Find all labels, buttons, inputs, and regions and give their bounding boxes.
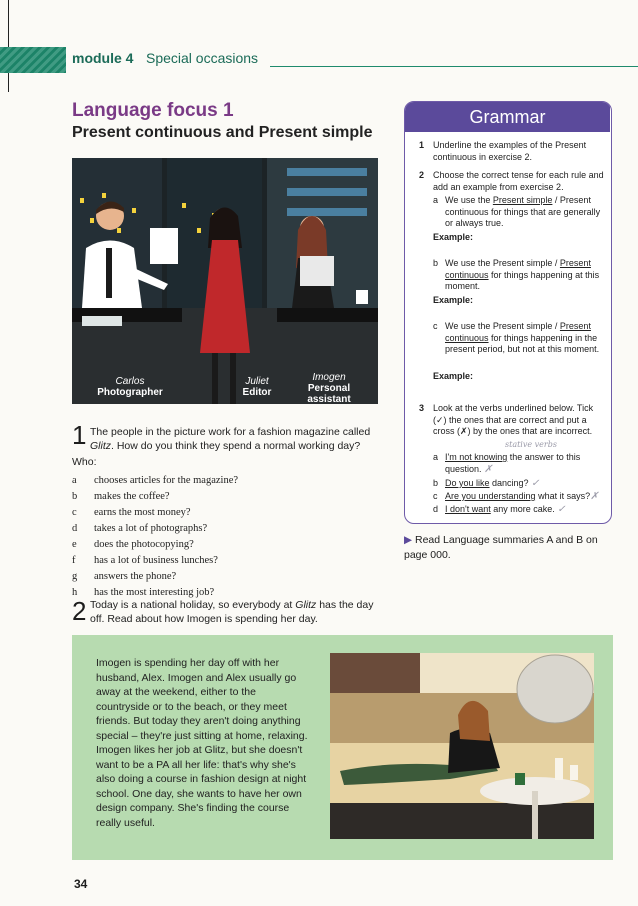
caption-imogen-role: Personal — [307, 383, 351, 394]
handwritten-note: stative verbs — [505, 440, 557, 449]
option-g — [72, 569, 176, 585]
option-letter: f — [72, 555, 76, 566]
rule-a-example — [433, 232, 473, 244]
rule-a — [445, 195, 605, 230]
module-stripe — [0, 47, 66, 73]
rule-post: for things that are generally or always true. — [445, 206, 601, 228]
margin-line — [8, 0, 9, 92]
reading-passage: Imogen is spending her day off with her husband, Alex. Imogen and Alex usually go away at the weekend, either to the countryside or to the beach, or they meet friends. But today they aren't doing anything special – they're just sitting at home, relaxing. Imogen likes her job at Glitz, but she doesn't want to be a PA all her life: that's why she's also doing a course in fashion design at night school. One day, she wants to have her own design company. She's finding the course really useful. — [96, 657, 308, 829]
caption-carlos — [90, 376, 170, 398]
exercise-1-prompt — [90, 425, 390, 453]
grammar-item-2-num: 2 — [419, 170, 425, 180]
option-letter: a — [72, 475, 77, 486]
sofa-illustration — [330, 653, 594, 839]
grammar-item-3-num: 3 — [419, 403, 425, 413]
example-label: Example: — [433, 371, 474, 381]
rule-choice-2: Present continuous — [445, 258, 591, 280]
rule-pre: We use the — [445, 195, 493, 205]
rule-choice-1: Present simple — [492, 258, 553, 268]
sentence-b-letter: b — [433, 478, 439, 488]
rule-post: for things happening at this moment. — [445, 269, 600, 291]
grammar-box — [404, 101, 612, 524]
option-text: does the photocopying? — [94, 539, 194, 550]
option-text: takes a lot of photographs? — [94, 523, 208, 534]
rule-pre: We use the — [445, 321, 493, 331]
example-label: Example: — [433, 295, 474, 305]
exercise-2-prompt-c: has the day off. Read about how Imogen is spending her day. — [90, 599, 374, 625]
header-rule — [270, 66, 638, 67]
office-illustration — [72, 158, 378, 404]
exercise-1-prompt-a: The people in the picture work for a fashion magazine called — [90, 426, 371, 438]
rule-post: for things happening in the present period, but not at this moment. — [445, 332, 600, 354]
cross-mark-icon: ✗ — [484, 463, 493, 475]
language-summary-text: Read Language summaries A and B on page 000. — [404, 534, 598, 561]
rule-b-example — [433, 295, 473, 307]
sentence-rest: dancing? — [489, 478, 529, 488]
sentence-verb: Do you like — [445, 478, 490, 488]
grammar-heading: Grammar — [405, 102, 610, 132]
sentence-b — [445, 478, 605, 490]
lesson-title: Language focus 1 — [72, 100, 234, 121]
option-letter: h — [72, 587, 78, 598]
grammar-item-2: Choose the correct tense for each rule and add an example from exercise 2. — [433, 170, 604, 192]
exercise-1-prompt-glitz: Glitz — [90, 440, 111, 452]
caption-juliet — [232, 376, 282, 398]
sentence-a-letter: a — [433, 452, 439, 462]
sentence-c — [445, 491, 612, 503]
rule-sep: / — [552, 258, 560, 268]
rule-choice-1: Present simple — [492, 321, 553, 331]
option-text: earns the most money? — [94, 507, 191, 518]
rule-pre: We use the — [445, 258, 493, 268]
option-c — [72, 505, 191, 521]
arrow-right-icon: ▶ — [404, 534, 413, 546]
sentence-verb: Are you understanding — [445, 491, 536, 501]
sentence-d-letter: d — [433, 504, 439, 514]
exercise-1-number: 1 — [72, 420, 87, 450]
option-f — [72, 553, 218, 569]
sentence-verb: I don't want — [445, 504, 491, 514]
rule-sep: / — [552, 195, 560, 205]
option-text: answers the phone? — [94, 571, 177, 582]
rule-choice-2: Present continuous — [445, 195, 591, 217]
page-number: 34 — [74, 877, 88, 891]
rule-c — [445, 321, 605, 356]
exercise-2-prompt-a: Today is a national holiday, so everybody at — [90, 599, 293, 611]
lesson-subtitle: Present continuous and Present simple — [72, 124, 373, 141]
sentence-verb: I'm not knowing — [445, 452, 508, 462]
option-text: makes the coffee? — [94, 491, 170, 502]
option-d — [72, 521, 207, 537]
caption-juliet-role: Editor — [242, 387, 272, 398]
rule-b — [445, 258, 605, 293]
exercise-1-prompt-c: . How do you think they spend a normal working day? — [111, 440, 361, 452]
rule-c-example — [433, 371, 473, 383]
rule-b-letter: b — [433, 258, 439, 268]
module-label: module 4 — [72, 50, 134, 66]
sentence-rest: what it says? — [535, 491, 591, 501]
rule-choice-2: Present continuous — [445, 321, 591, 343]
tick-mark-icon: ✓ — [557, 504, 566, 515]
option-letter: b — [72, 491, 78, 502]
option-a — [72, 473, 238, 489]
option-text: has the most interesting job? — [94, 587, 215, 598]
example-label: Example: — [433, 232, 474, 242]
option-text: has a lot of business lunches? — [94, 555, 218, 566]
caption-juliet-name: Juliet — [245, 376, 269, 387]
option-letter: e — [72, 539, 77, 550]
grammar-item-2-number — [419, 170, 424, 182]
language-summary-link[interactable] — [404, 533, 614, 563]
rule-c-letter: c — [433, 321, 438, 331]
grammar-item-3: Look at the verbs underlined below. Tick (✓) the ones that are correct and put a cross (✗) by the ones that are incorrect. — [433, 403, 594, 436]
caption-imogen — [294, 372, 364, 404]
option-text: chooses articles for the magazine? — [94, 475, 239, 486]
option-letter: c — [72, 507, 77, 518]
office-scene-image — [72, 158, 378, 404]
caption-imogen-name: Imogen — [312, 372, 346, 383]
module-title: Special occasions — [146, 50, 259, 66]
exercise-2-number: 2 — [72, 596, 87, 626]
sentence-rest: any more cake. — [490, 504, 555, 514]
cross-mark-icon: ✗ — [590, 491, 599, 502]
sentence-d — [445, 504, 605, 516]
sentence-rest: the answer to this question. — [445, 452, 581, 474]
exercise-2-prompt-glitz: Glitz — [295, 599, 317, 611]
sentence-a — [445, 452, 605, 475]
grammar-item-1-number — [419, 140, 424, 152]
tick-mark-icon: ✓ — [531, 478, 540, 489]
grammar-item-1-num: 1 — [419, 140, 425, 150]
sentence-c-letter: c — [433, 491, 438, 501]
grammar-item-1: Underline the examples of the Present continuous in exercise 2. — [433, 140, 587, 162]
rule-sep: / — [552, 321, 560, 331]
caption-imogen-role2: assistant — [307, 394, 351, 404]
caption-carlos-role: Photographer — [97, 387, 163, 398]
option-b — [72, 489, 170, 505]
option-letter: g — [72, 571, 78, 582]
rule-a-letter: a — [433, 195, 439, 205]
rule-choice-1: Present simple — [492, 195, 553, 205]
option-e — [72, 537, 194, 553]
exercise-1-who: Who: — [72, 456, 97, 468]
caption-carlos-name: Carlos — [115, 376, 145, 387]
sofa-scene-image — [330, 653, 594, 839]
option-letter: d — [72, 523, 78, 534]
exercise-2-prompt — [90, 598, 390, 626]
grammar-item-3-number — [419, 403, 424, 415]
